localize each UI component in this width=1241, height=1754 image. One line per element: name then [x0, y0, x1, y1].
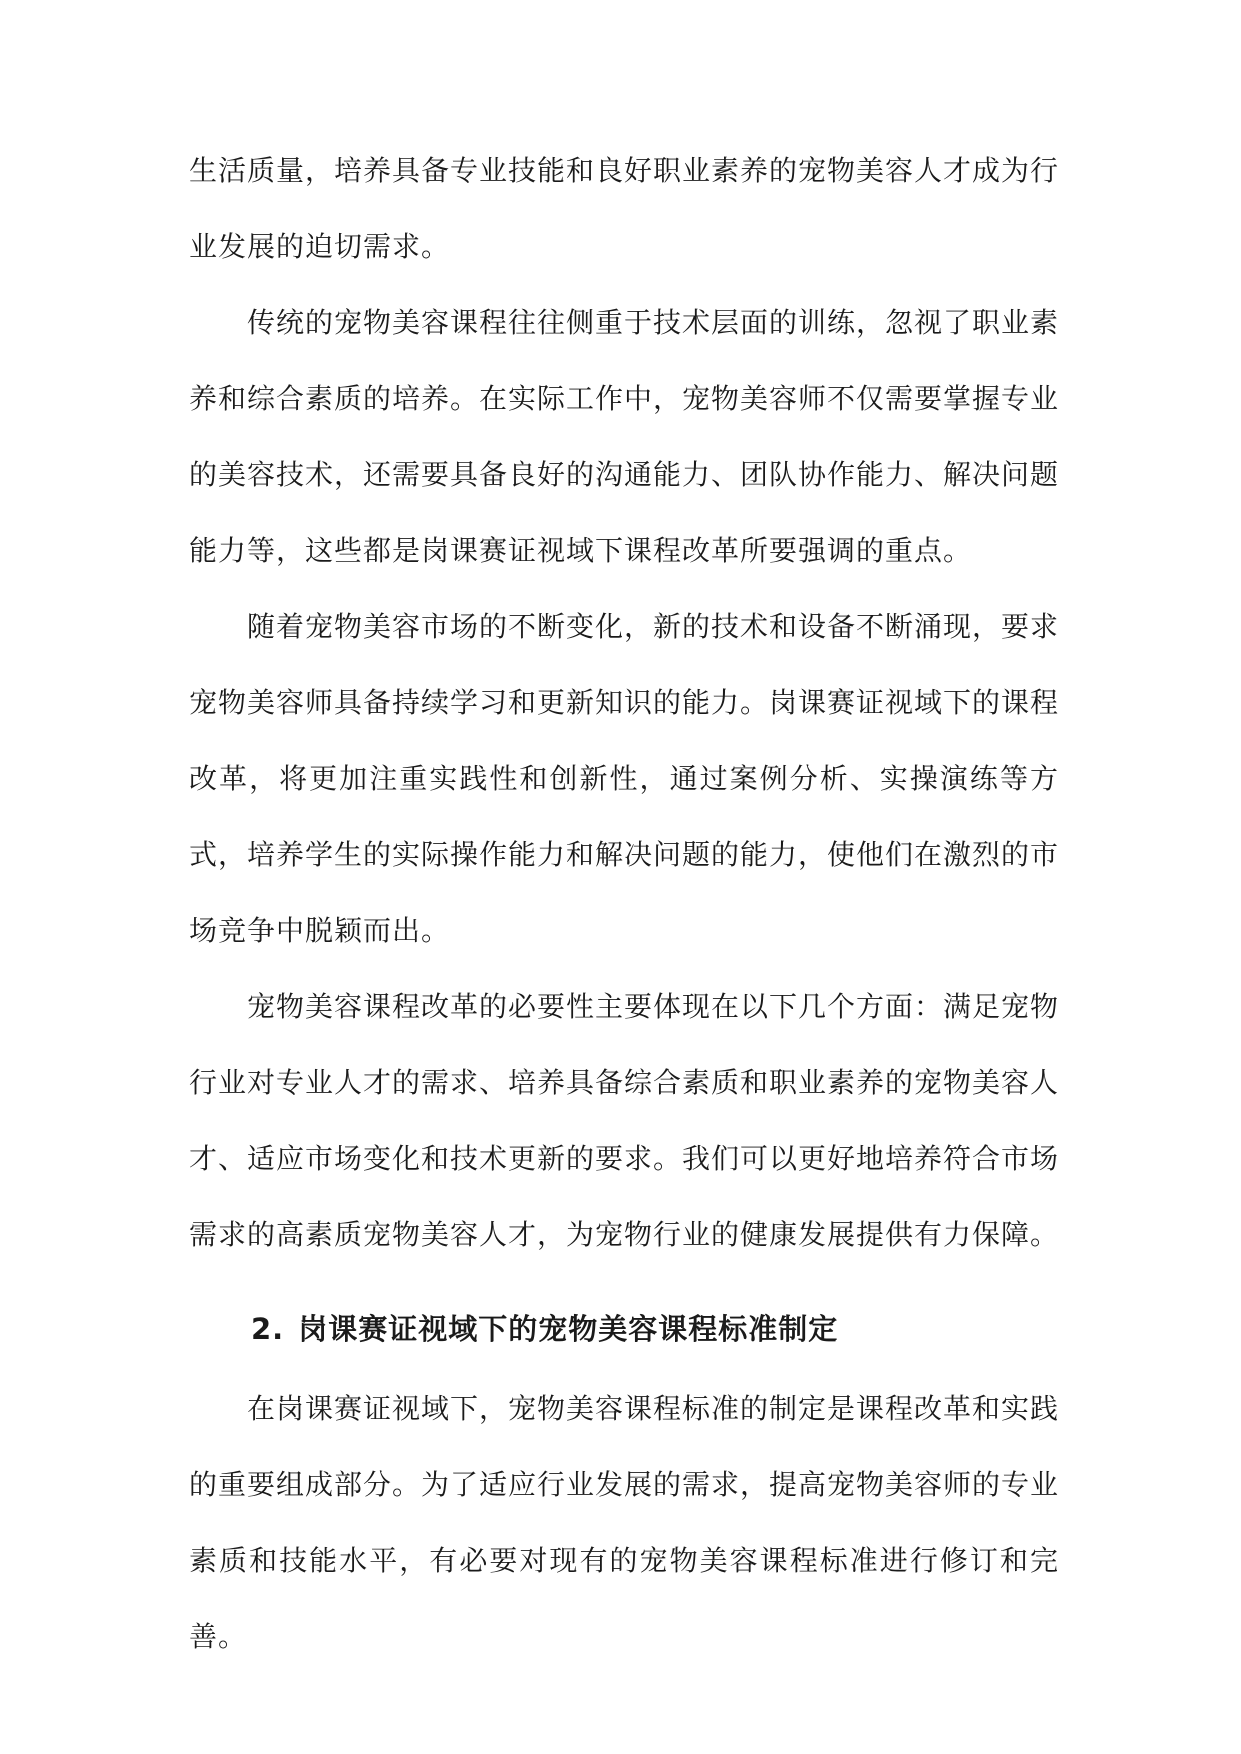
section-heading [189, 1291, 1059, 1367]
document-body [189, 133, 1059, 1675]
paragraph-standard-formulation: 在岗课赛证视域下，宠物美容课程标准的制定是课程改革和实践的重要组成部分。为了适应行业发展的需求，提高宠物美容师的专业素质和技能水平，有必要对现有的宠物美容课程标准进行修订和完善。 [189, 1392, 1060, 1653]
section-title: 岗课赛证视域下的宠物美容课程标准制定 [298, 1312, 839, 1346]
paragraph-market-changes: 随着宠物美容市场的不断变化，新的技术和设备不断涌现，要求宠物美容师具备持续学习和更新知识的能力。岗课赛证视域下的课程改革，将更加注重实践性和创新性，通过案例分析、实操演练等方式，培养学生的实际操作能力和解决问题的能力，使他们在激烈的市场竞争中脱颖而出。 [189, 610, 1060, 947]
section-number: 2. [251, 1312, 285, 1346]
paragraph-traditional-courses: 传统的宠物美容课程往往侧重于技术层面的训练，忽视了职业素养和综合素质的培养。在实际工作中，宠物美容师不仅需要掌握专业的美容技术，还需要具备良好的沟通能力、团队协作能力、解决问题能力等，这些都是岗课赛证视域下课程改革所要强调的重点。 [189, 306, 1060, 567]
paragraph-reform-necessity: 宠物美容课程改革的必要性主要体现在以下几个方面：满足宠物行业对专业人才的需求、培养具备综合素质和职业素养的宠物美容人才、适应市场变化和技术更新的要求。我们可以更好地培养符合市场需求的高素质宠物美容人才，为宠物行业的健康发展提供有力保障。 [189, 990, 1060, 1251]
paragraph-continuation: 生活质量，培养具备专业技能和良好职业素养的宠物美容人才成为行业发展的迫切需求。 [189, 154, 1060, 263]
